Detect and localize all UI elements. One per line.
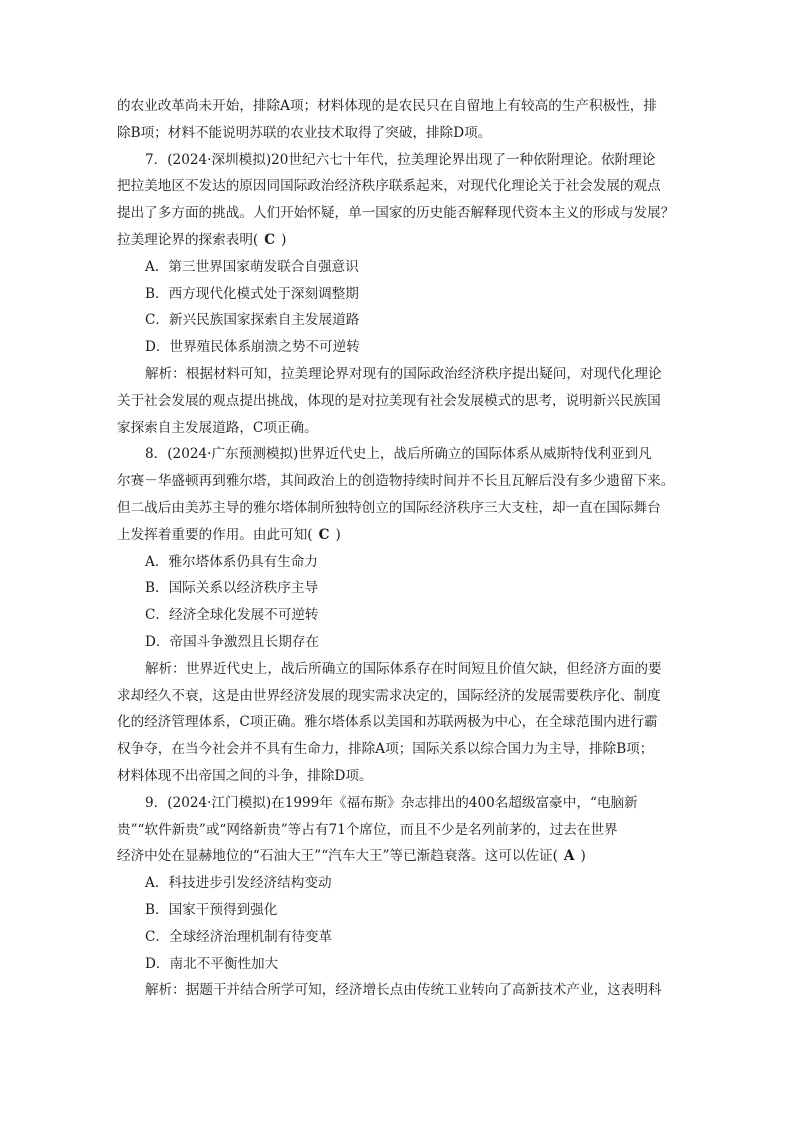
text-line: 权争夺，在当今社会并不具有生命力，排除A项；国际关系以综合国力为主导，排除B项；: [117, 741, 654, 758]
question-8-stem: [117, 441, 682, 468]
text-line: 解析：世界近代史上，战后所确立的国际体系存在时间短且价值欠缺，但经济方面的要: [145, 660, 662, 677]
text-line: 提出了多方面的挑战。人们开始怀疑，单一国家的历史能否解释现代资本主义的形成与发展？: [117, 205, 675, 222]
question-9-option-c: C．全球经济治理机制有待变革: [145, 928, 333, 945]
question-7-option-c: C．新兴民族国家探索自主发展道路: [145, 312, 360, 329]
text-line: 尔赛－华盛顿再到雅尔塔，其间政治上的创造物持续时间并不长且瓦解后没有多少遗留下来。: [117, 473, 675, 490]
text-line: 9．(2024·江门模拟)在1999年《福布斯》杂志排出的400名超级富豪中，“电脑新: [145, 794, 638, 811]
text-line: 解析：根据材料可知，拉美理论界对现有的国际政治经济秩序提出疑问，对现代化理论: [145, 365, 662, 382]
question-9-option-b: B．国家干预得到强化: [145, 901, 278, 918]
stem-text: 拉美理论界的探索表明(: [117, 231, 259, 248]
question-7-option-b: B．西方现代化模式处于深刻调整期: [145, 285, 359, 302]
text-line: 解析：据题干并结合所学可知，经济增长点由传统工业转向了高新技术产业，这表明科: [145, 982, 662, 999]
text-line: [117, 843, 682, 870]
document-body: [117, 93, 682, 1004]
text-line: 把拉美地区不发达的原因同国际政治经济秩序联系起来，对现代化理论关于社会发展的观点: [117, 178, 661, 195]
question-8-option-d: D．帝国斗争激烈且长期存在: [145, 633, 320, 650]
stem-text: 经济中处在显赫地位的“石油大王”“汽车大王”等已渐趋衰落。这可以佐证(: [117, 848, 558, 865]
question-9-option-a: A．科技进步引发经济结构变动: [145, 875, 332, 892]
question-7-explanation: [117, 361, 682, 388]
text-line: 关于社会发展的观点提出挑战，体现的是对拉美现有社会发展模式的思考，说明新兴民族国: [117, 392, 661, 409]
text-line: 的农业改革尚未开始，排除A项；材料体现的是农民只在自留地上有较高的生产积极性，排: [117, 98, 657, 114]
stem-text: 上发挥着重要的作用。由此可知(: [117, 526, 313, 543]
question-7-stem: [117, 147, 682, 174]
text-line: 但二战后由美苏主导的雅尔塔体制所独特创立的国际经济秩序三大支柱，却一直在国际舞台: [117, 499, 661, 516]
stem-text: ): [281, 231, 287, 248]
answer-letter: C: [318, 526, 330, 543]
stem-text: ): [335, 526, 341, 543]
question-8-option-c: C．经济全球化发展不可逆转: [145, 607, 319, 624]
stem-text: ): [580, 848, 586, 865]
answer-letter: A: [563, 848, 575, 865]
question-7-explanation-cont: [117, 388, 682, 442]
text-line: 化的经济管理体系，C项正确。雅尔塔体系以美国和苏联两极为中心，在全球范围内进行霸: [117, 714, 658, 731]
question-8-explanation-cont: [117, 683, 682, 790]
text-line: [117, 227, 682, 254]
question-7-option-d: D．世界殖民体系崩溃之势不可逆转: [145, 339, 360, 356]
question-8-stem-cont: [117, 468, 682, 548]
question-7-stem-cont: [117, 173, 682, 253]
text-line: 除B项；材料不能说明苏联的农业技术取得了突破，排除D项。: [117, 124, 492, 141]
text-line: 家探索自主发展道路，C项正确。: [117, 419, 318, 436]
text-line: 求却经久不衰，这是由世界经济发展的现实需求决定的，国际经济的发展需要秩序化、制度: [117, 687, 661, 704]
answer-letter: C: [264, 231, 276, 248]
question-7-option-a: A．第三世界国家萌发联合自强意识: [145, 258, 359, 275]
question-9-stem-cont: [117, 817, 682, 871]
previous-explanation-continued: [117, 93, 682, 147]
text-line: 8．(2024·广东预测模拟)世界近代史上，战后所确立的国际体系从威斯特伐利亚到凡: [145, 446, 652, 463]
question-8-explanation: [117, 656, 682, 683]
question-9-stem: [117, 790, 682, 817]
text-line: 材料体现不出帝国之间的斗争，排除D项。: [117, 767, 373, 784]
question-8-option-b: B．国际关系以经济秩序主导: [145, 580, 319, 597]
question-9-explanation: [117, 977, 682, 1004]
text-line: [117, 522, 682, 549]
question-9-option-d: D．南北不平衡性加大: [145, 955, 279, 972]
question-8-option-a: A．雅尔塔体系仍具有生命力: [145, 553, 318, 570]
text-line: 7．(2024·深圳模拟)20世纪六七十年代，拉美理论界出现了一种依附理论。依附理论: [145, 151, 656, 168]
text-line: 贵”“软件新贵”或“网络新贵”等占有71个席位，而且不少是名列前茅的，过去在世界: [117, 821, 618, 838]
